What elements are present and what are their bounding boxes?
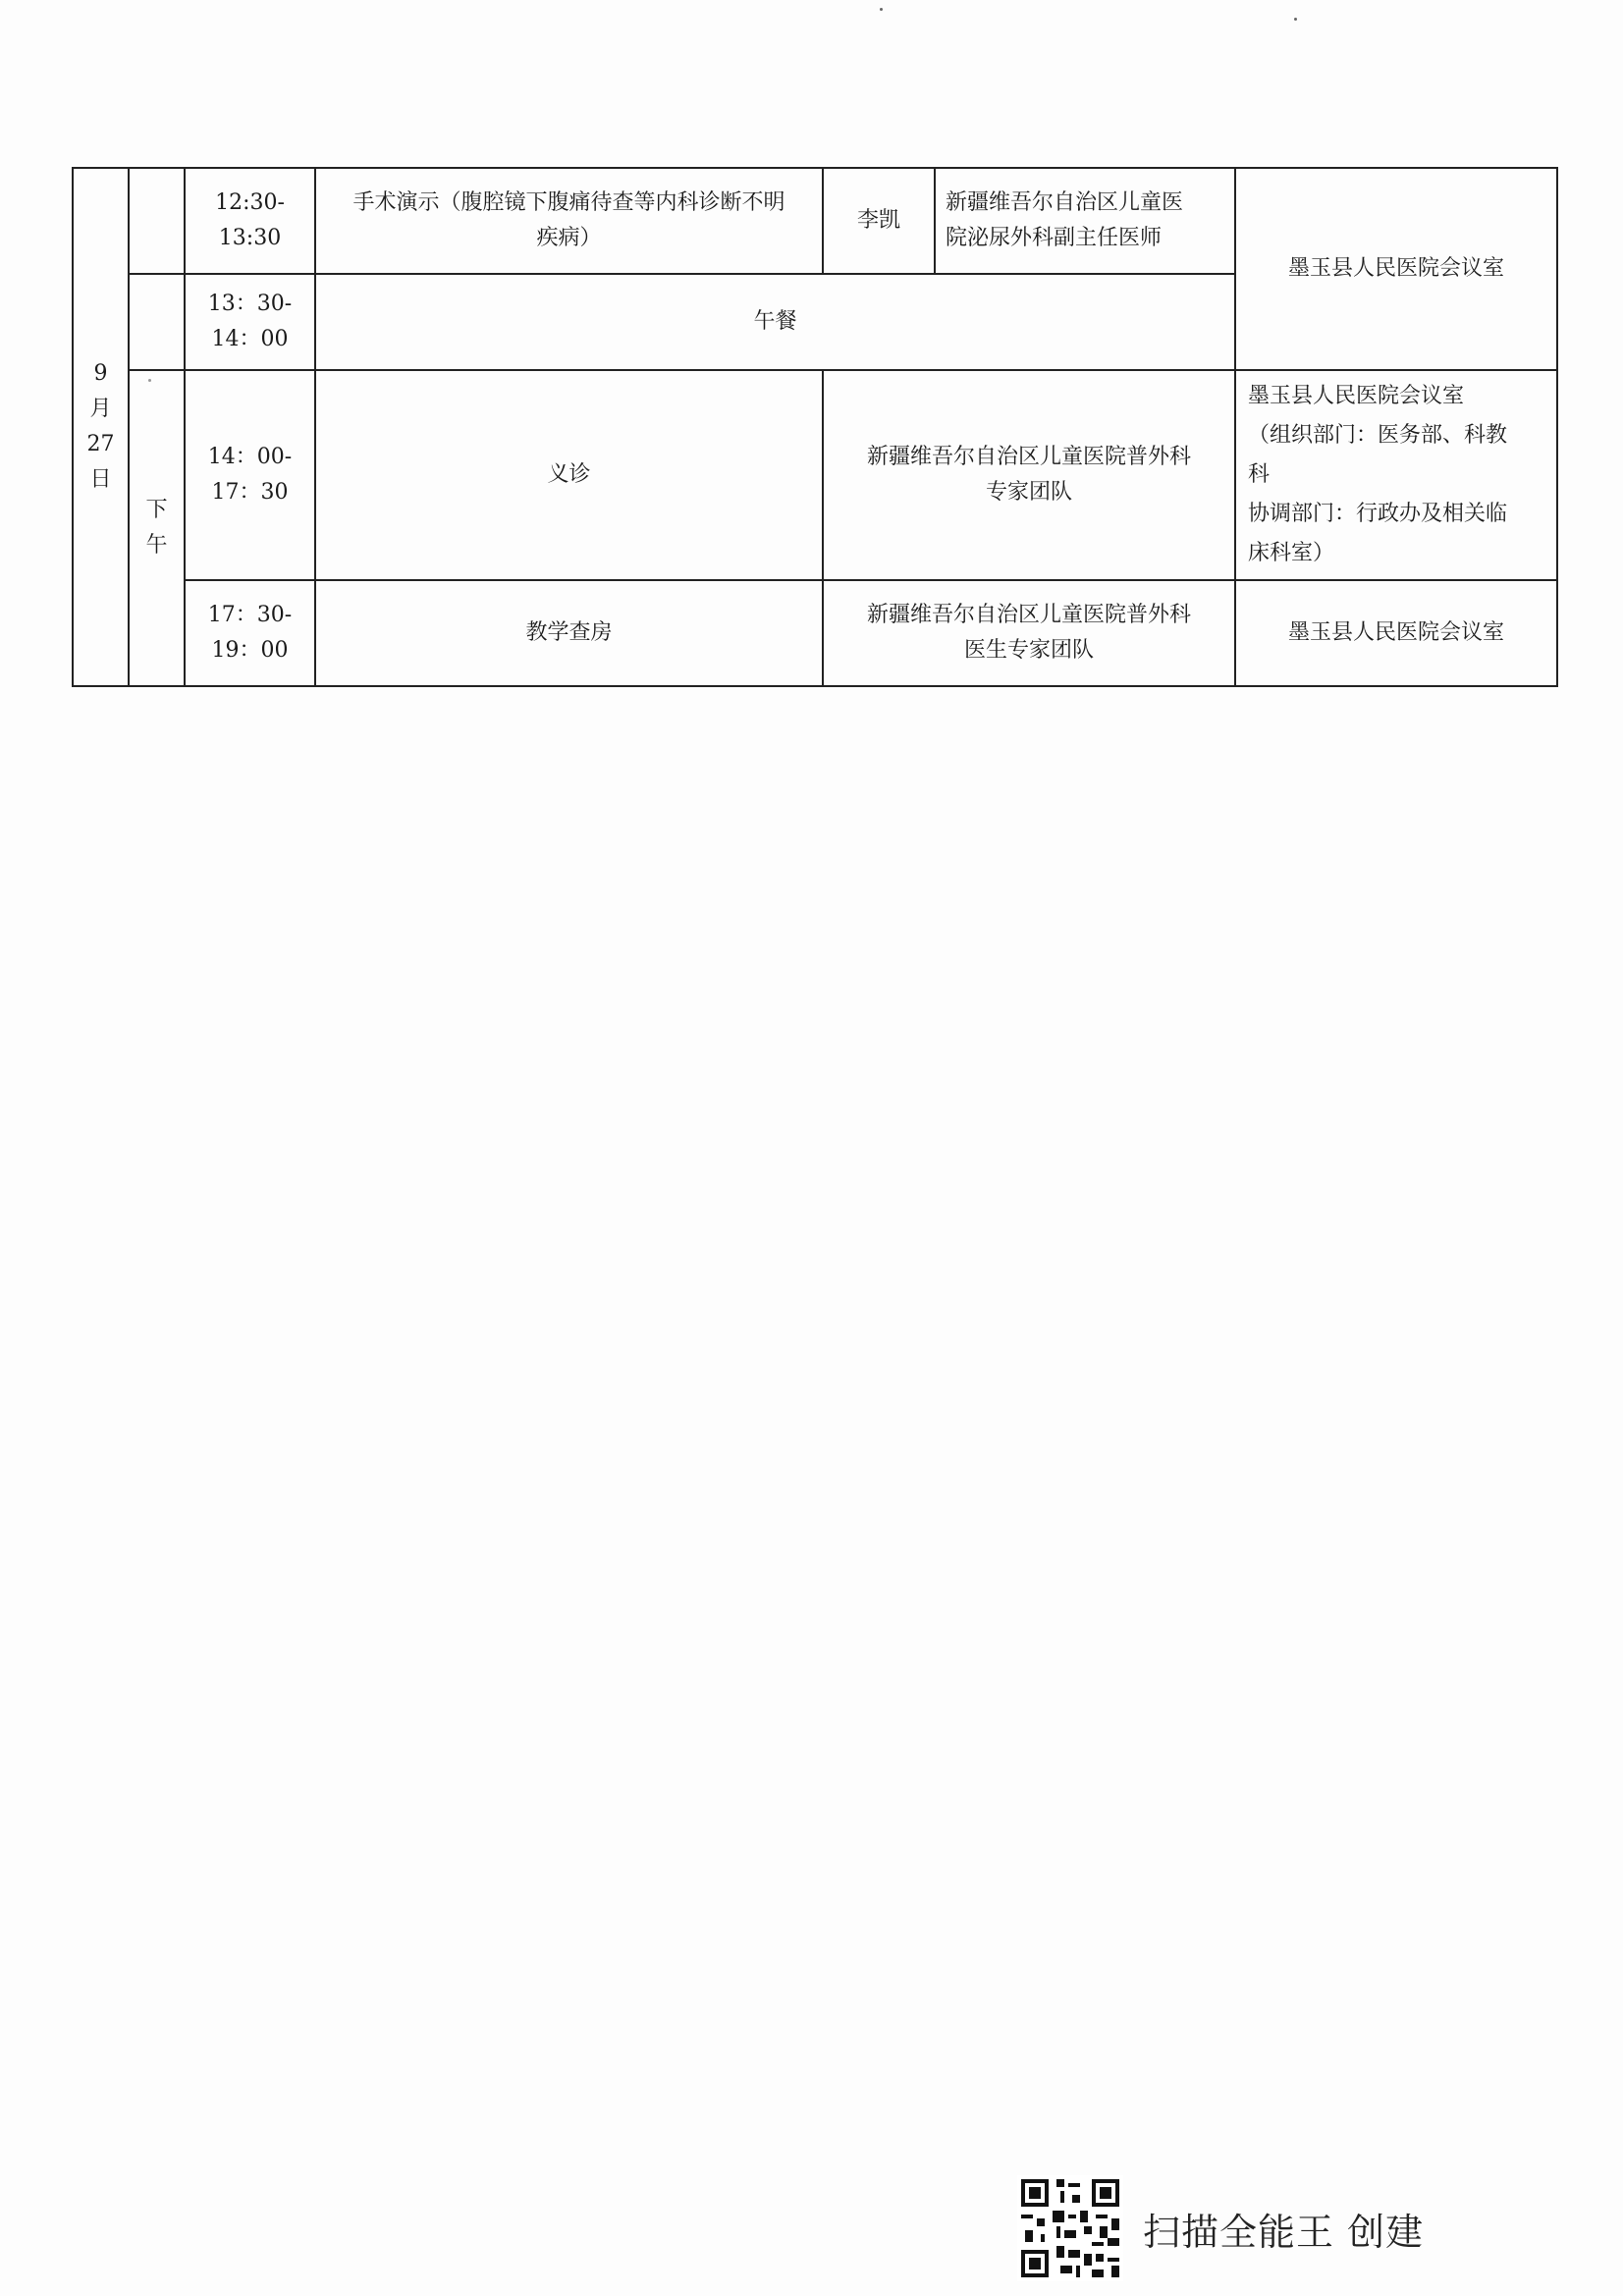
scan-speck xyxy=(1294,18,1297,21)
session-cell-empty xyxy=(129,274,185,370)
team-line: 医生专家团队 xyxy=(963,638,1094,663)
time-cell xyxy=(185,370,315,580)
content-cell xyxy=(315,168,823,274)
date-cell xyxy=(73,168,129,686)
venue-line: 床科室） xyxy=(1248,541,1335,565)
affiliation-line: 新疆维吾尔自治区儿童医 xyxy=(946,190,1184,215)
time-start: 14：00- xyxy=(207,445,293,469)
affiliation-line: 院泌尿外科副主任医师 xyxy=(946,226,1163,250)
content-cell: 教学查房 xyxy=(315,580,823,686)
time-end: 19：00 xyxy=(211,638,289,663)
scan-speck xyxy=(148,379,151,382)
session-char: 午 xyxy=(145,533,168,558)
date-month-char: 月 xyxy=(89,397,112,421)
time-end: 13:30 xyxy=(218,226,282,250)
date-day: 27 xyxy=(86,432,115,456)
scan-speck xyxy=(880,8,883,11)
time-cell xyxy=(185,168,315,274)
venue-cell-clinic xyxy=(1235,370,1557,580)
session-char: 下 xyxy=(145,498,168,522)
team-cell xyxy=(823,580,1235,686)
content-cell: 义诊 xyxy=(315,370,823,580)
time-cell xyxy=(185,580,315,686)
team-line: 新疆维吾尔自治区儿童医院普外科 xyxy=(866,603,1191,627)
venue-cell: 墨玉县人民医院会议室 xyxy=(1235,168,1557,370)
time-start: 13：30- xyxy=(207,292,293,316)
venue-line: （组织部门：医务部、科教 xyxy=(1248,423,1508,448)
venue-line: 科 xyxy=(1248,462,1271,487)
content-line: 疾病） xyxy=(536,226,602,250)
venue-line: 协调部门：行政办及相关临 xyxy=(1248,502,1508,526)
date-day-char: 日 xyxy=(89,467,112,492)
time-start: 17：30- xyxy=(207,603,293,627)
time-end: 14：00 xyxy=(211,327,289,351)
table-row xyxy=(73,580,1557,686)
team-line: 新疆维吾尔自治区儿童医院普外科 xyxy=(866,445,1191,469)
watermark-text: 扫描全能王 创建 xyxy=(1143,2210,1425,2254)
session-cell-afternoon xyxy=(129,370,185,686)
content-line: 手术演示（腹腔镜下腹痛待查等内科诊断不明 xyxy=(352,190,785,215)
table-row xyxy=(73,370,1557,580)
schedule-table xyxy=(72,167,1558,687)
table-row xyxy=(73,168,1557,274)
team-line: 专家团队 xyxy=(985,480,1072,505)
content-cell-lunch: 午餐 xyxy=(315,274,1235,370)
date-month: 9 xyxy=(93,361,108,386)
team-cell xyxy=(823,370,1235,580)
time-start: 12:30- xyxy=(215,190,285,215)
time-end: 17：30 xyxy=(211,480,289,505)
speaker-cell: 李凯 xyxy=(823,168,935,274)
scanner-watermark xyxy=(1017,2169,1528,2287)
qr-code-icon xyxy=(1017,2175,1123,2281)
affiliation-cell xyxy=(935,168,1235,274)
time-cell xyxy=(185,274,315,370)
venue-cell: 墨玉县人民医院会议室 xyxy=(1235,580,1557,686)
session-cell-empty xyxy=(129,168,185,274)
venue-line: 墨玉县人民医院会议室 xyxy=(1248,384,1465,408)
